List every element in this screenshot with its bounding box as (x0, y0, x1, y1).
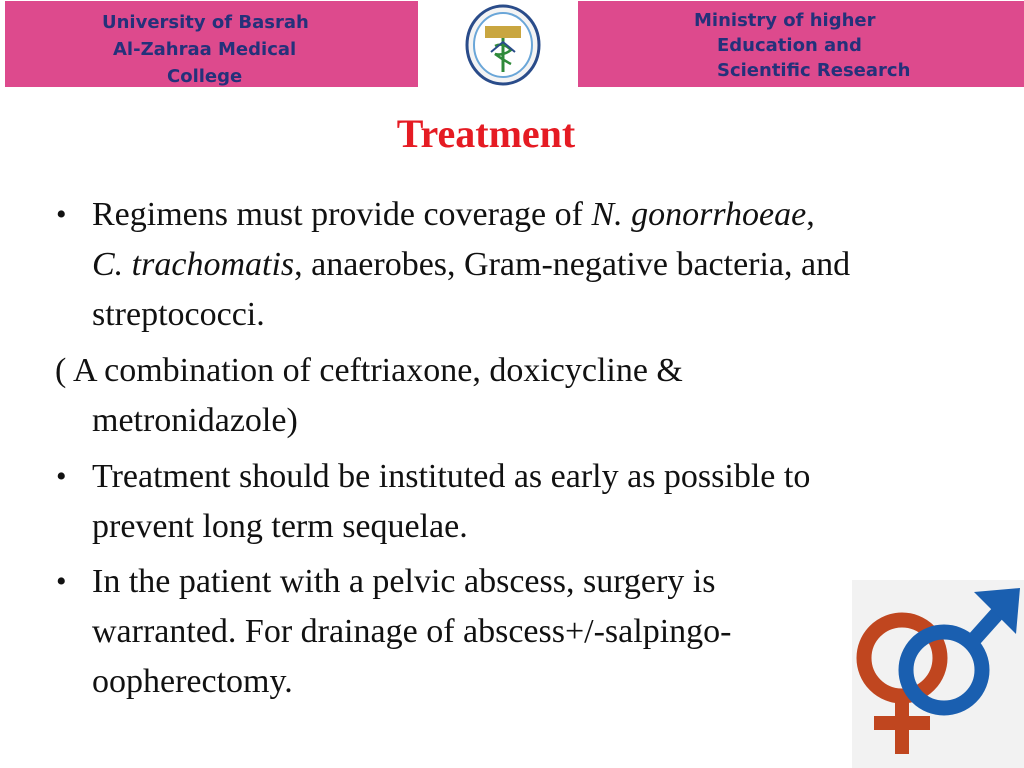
item4-line3: oopherectomy. (92, 663, 293, 700)
university-name: University of Basrah (102, 12, 309, 33)
item1-line3: streptococci. (92, 296, 265, 333)
ministry-line3: Scientific Research (717, 60, 911, 81)
ministry-line1: Ministry of higher (694, 10, 876, 31)
list-item-regimens (0, 190, 850, 340)
bullet-icon: • (56, 565, 67, 598)
college-name-line2: College (167, 66, 243, 87)
slide-title: Treatment (396, 111, 576, 156)
item3-line1: Treatment should be instituted as early as possible to (92, 458, 811, 495)
note-combination (0, 346, 683, 446)
item3-line2: prevent long term sequelae. (92, 508, 468, 545)
college-name-line1: Al-Zahraa Medical (113, 39, 297, 60)
male-female-symbol-icon (852, 580, 1024, 768)
item1-line2: C. trachomatis, anaerobes, Gram-negative bacteria, and (92, 246, 851, 283)
list-item-pelvic-abscess (0, 557, 731, 707)
college-seal-logo-icon (465, 4, 541, 86)
note-line1: ( A combination of ceftriaxone, doxicycline & (55, 352, 683, 389)
list-item-early-treatment (0, 452, 810, 552)
bullet-icon: • (56, 460, 67, 493)
header-banner-left (5, 1, 418, 87)
header-banner-right (578, 1, 1024, 87)
note-line2: metronidazole) (92, 402, 298, 439)
bullet-icon: • (56, 198, 67, 231)
item4-line1: In the patient with a pelvic abscess, surgery is (92, 563, 716, 600)
item1-line1: Regimens must provide coverage of N. gonorrhoeae, (92, 196, 815, 233)
ministry-line2: Education and (717, 35, 862, 56)
item4-line2: warranted. For drainage of abscess+/-salpingo- (92, 613, 732, 650)
